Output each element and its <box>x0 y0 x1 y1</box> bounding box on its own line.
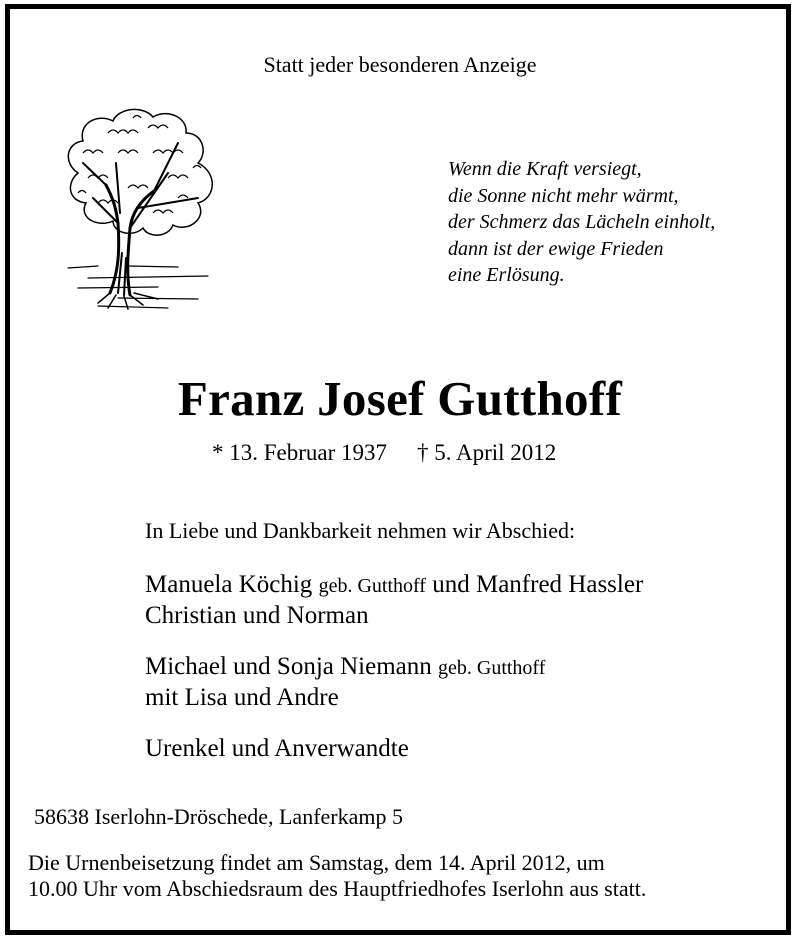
maiden-name-note: geb. Gutthoff <box>438 657 546 679</box>
burial-notice <box>28 850 646 902</box>
mourner-name: Urenkel und Anverwandte <box>145 735 409 762</box>
poem-line: Wenn die Kraft versiegt, <box>448 158 642 180</box>
mourner-name: Michael und Sonja Niemann <box>145 653 432 680</box>
poem-line: dann ist der ewige Frieden <box>448 237 664 260</box>
maiden-name-note: geb. Gutthoff <box>318 575 426 597</box>
poem <box>448 156 715 289</box>
mourner-name: mit Lisa und Andre <box>145 684 339 711</box>
life-dates <box>212 440 556 466</box>
deceased-name: Franz Josef Gutthoff <box>177 371 623 426</box>
farewell-text: In Liebe und Dankbarkeit nehmen wir Abschied: <box>145 518 576 543</box>
birth-date: * 13. Februar 1937 <box>212 440 388 465</box>
family-group-1 <box>145 570 643 630</box>
family-group-3 <box>145 734 409 763</box>
address: 58638 Iserlohn-Dröschede, Lanferkamp 5 <box>34 804 403 829</box>
notice-line: 10.00 Uhr vom Abschiedsraum des Hauptfriedhofes Iserlohn aus statt. <box>28 876 647 901</box>
mourner-name: Christian und Norman <box>145 602 369 629</box>
tree-illustration-icon <box>58 103 220 313</box>
poem-line: die Sonne nicht mehr wärmt, <box>448 184 679 207</box>
mourner-name: Manuela Köchig <box>145 571 313 598</box>
mourner-name: und Manfred Hassler <box>432 571 644 598</box>
family-group-2 <box>145 652 545 712</box>
poem-line: der Schmerz das Lächeln einholt, <box>448 211 716 233</box>
death-date: † 5. April 2012 <box>417 440 557 465</box>
poem-line: eine Erlösung. <box>448 264 565 286</box>
header-text: Statt jeder besonderen Anzeige <box>263 52 537 77</box>
notice-line: Die Urnenbeisetzung findet am Samstag, dem 14. April 2012, um <box>28 850 605 875</box>
